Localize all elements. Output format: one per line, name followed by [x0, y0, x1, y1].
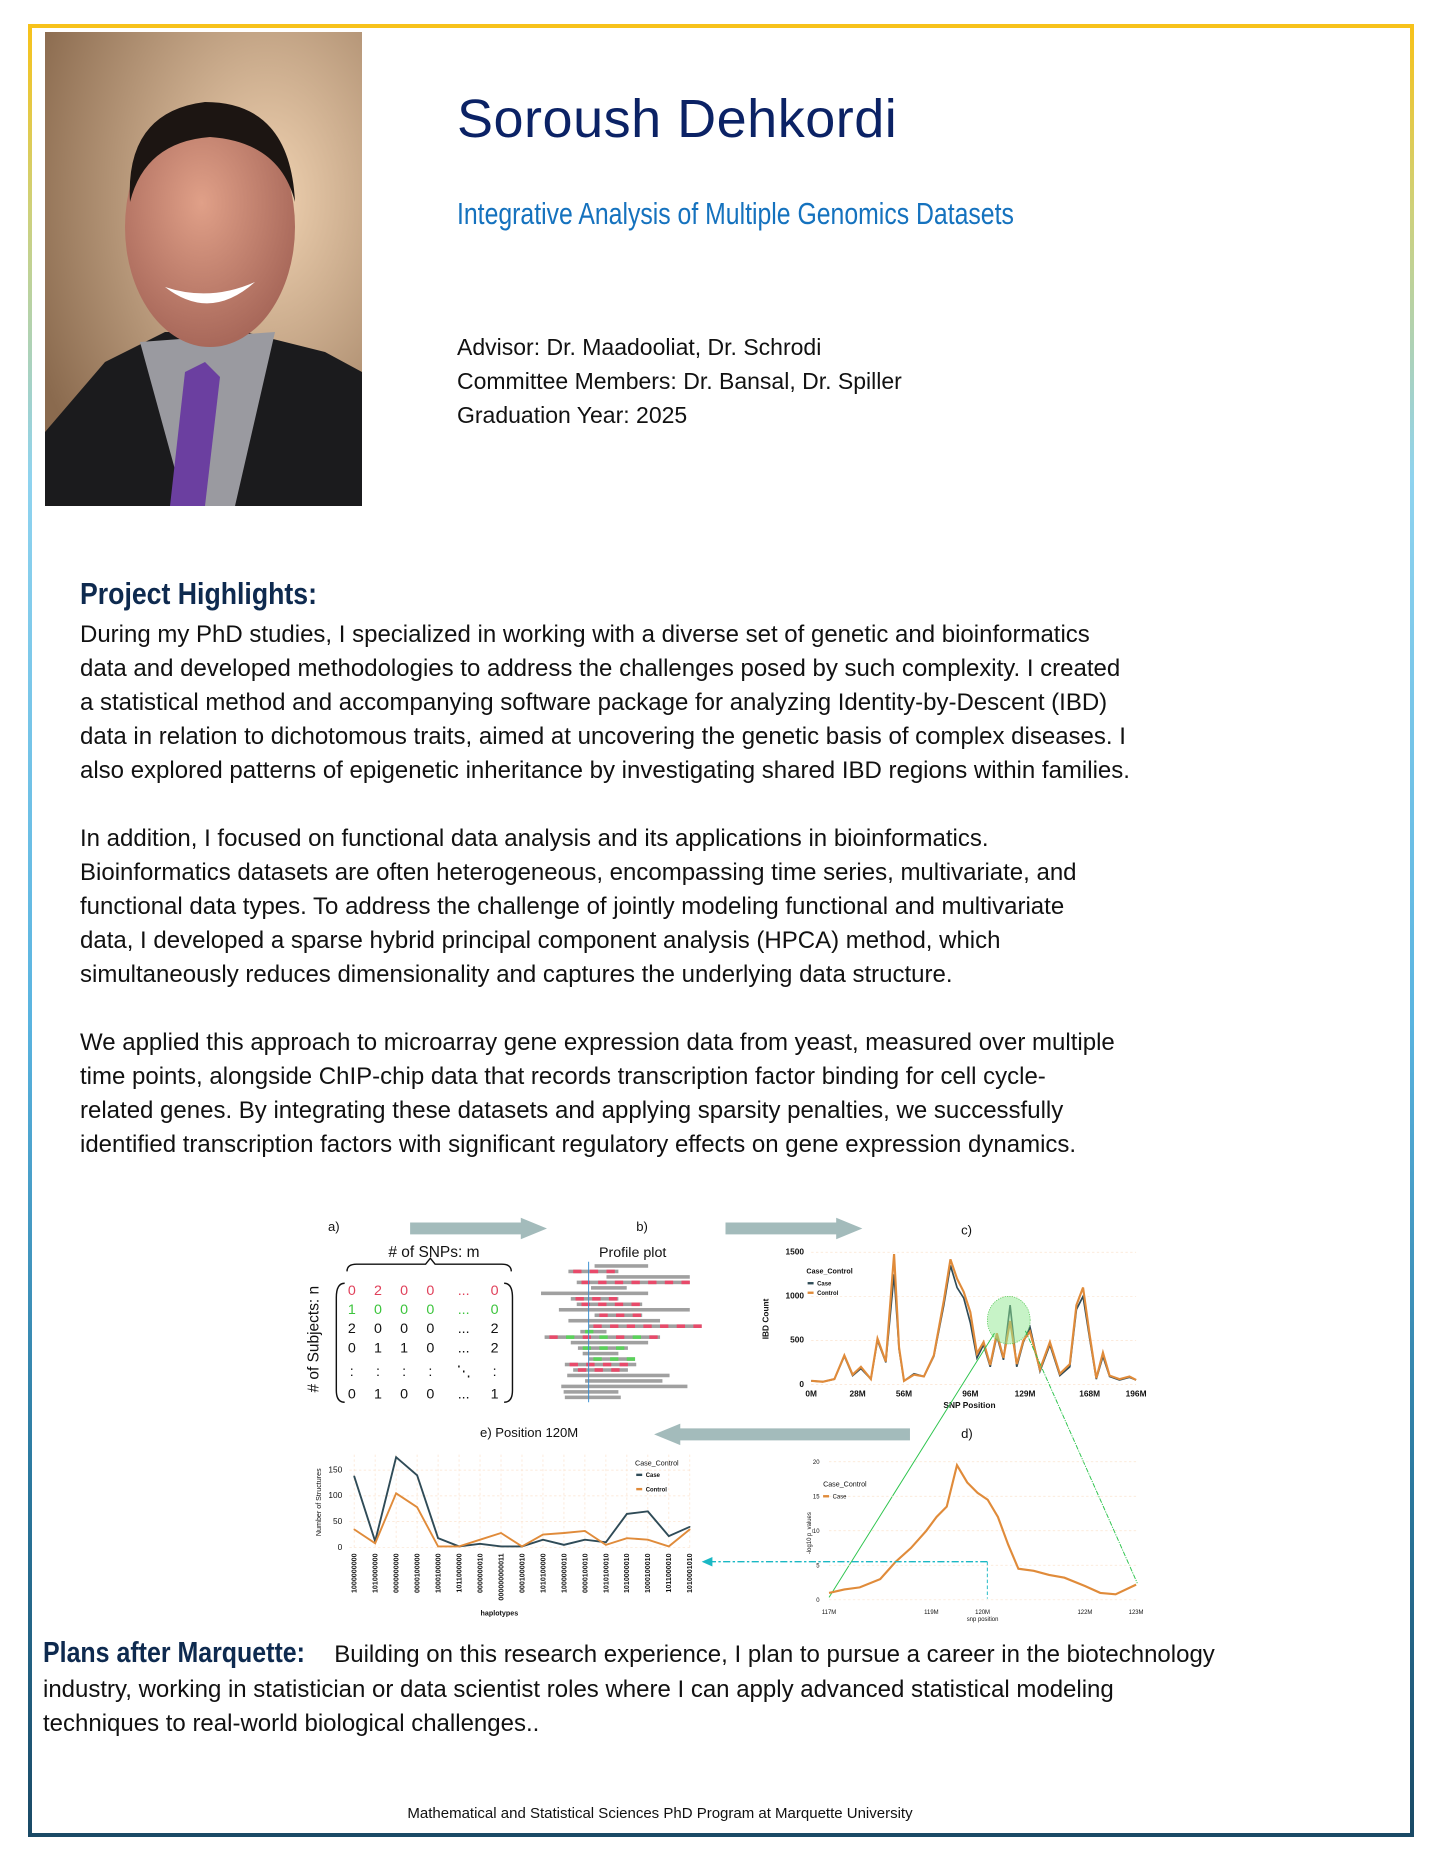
advisor-text: Advisor: Dr. Maadooliat, Dr. Schrodi: [457, 334, 822, 360]
matrix-cell: ...: [457, 1283, 470, 1300]
paragraph: [80, 1026, 1130, 1162]
profile-segment: [585, 1330, 593, 1334]
matrix-cell: 0: [400, 1386, 409, 1403]
matrix-cell: 2: [490, 1340, 499, 1357]
x-tick-label: 1000000010: [560, 1553, 569, 1594]
y-tick-label: 10: [812, 1529, 820, 1536]
x-tick-label: 1011000010: [665, 1553, 674, 1593]
portrait-photo: [45, 32, 362, 506]
plans-line: industry, working in statistician or data scientist roles where I can apply advanced statistical modeling: [43, 1675, 1114, 1703]
profile-segment: [627, 1324, 635, 1328]
profile-segment: [665, 1281, 673, 1285]
footer-text: Mathematical and Statistical Sciences PhD Program at Marquette University: [407, 1805, 913, 1822]
x-tick-label: 1010000010: [623, 1553, 632, 1594]
matrix-cell: 0: [426, 1386, 435, 1403]
profile-segment: [599, 1335, 607, 1339]
profile-bar: [568, 1319, 660, 1323]
profile-segment: [586, 1363, 594, 1367]
profile-segment: [593, 1324, 601, 1328]
y-tick-label: 0: [799, 1378, 805, 1389]
series-line-control: [354, 1493, 690, 1546]
matrix-cell: 0: [490, 1283, 499, 1300]
profile-segment: [599, 1313, 607, 1317]
profile-segment: [610, 1357, 618, 1361]
profile-segment: [583, 1335, 591, 1339]
data-point: [668, 1546, 669, 1547]
y-tick-label: 20: [812, 1460, 820, 1467]
legend-label: Case: [832, 1494, 847, 1501]
data-point: [374, 1543, 375, 1544]
data-point: [689, 1526, 690, 1527]
matrix-cell: 0: [400, 1283, 409, 1300]
profile-segment: [603, 1363, 611, 1367]
profile-segment: [633, 1335, 641, 1339]
data-point: [395, 1456, 396, 1457]
matrix-cell: 1: [400, 1340, 409, 1357]
data-point: [416, 1475, 417, 1476]
profile-bar: [585, 1379, 662, 1383]
data-point: [605, 1544, 606, 1545]
paragraph-line: simultaneously reduces dimensionality and captures the underlying data structure.: [80, 961, 953, 988]
paragraph-line: During my PhD studies, I specialized in working with a diverse set of genetic and bioinformatics: [80, 621, 1090, 648]
legend-swatch: [808, 1292, 814, 1294]
data-point: [479, 1543, 480, 1544]
x-tick-label: 1000100010: [644, 1553, 653, 1594]
profile-segment: [648, 1281, 656, 1285]
x-tick-label: 1010100010: [602, 1553, 611, 1594]
paragraph-line: identified transcription factors with significant regulatory effects on gene expression dynamics.: [80, 1131, 1077, 1158]
profile-segment: [620, 1363, 628, 1367]
matrix-cell: 0: [400, 1321, 409, 1338]
data-point: [353, 1476, 354, 1477]
y-tick-label: 1500: [785, 1246, 805, 1257]
profile-bar: [591, 1286, 627, 1290]
panel-label-d: d): [961, 1425, 973, 1441]
data-point: [521, 1546, 522, 1547]
data-point: [458, 1546, 459, 1547]
research-figure: [303, 1214, 1148, 1625]
legend-label: Case: [817, 1281, 832, 1288]
x-tick-label: 0001000010: [518, 1553, 527, 1594]
profile-segment: [566, 1335, 574, 1339]
profile-segment: [643, 1324, 651, 1328]
profile-bar: [559, 1308, 690, 1312]
data-point: [395, 1493, 396, 1494]
paragraph-line: We applied this approach to microarray gene expression data from yeast, measured over multiple: [80, 1029, 1115, 1056]
panel-label-c: c): [961, 1222, 973, 1238]
paragraph-line: data in relation to dichotomous traits, aimed at uncovering the genetic basis of complex diseases. I: [80, 723, 1126, 750]
matrix-cell: :: [492, 1364, 497, 1381]
paragraph-line: functional data types. To address the challenge of jointly modeling functional and multivariate: [80, 893, 1065, 920]
legend-swatch: [823, 1495, 829, 1497]
paragraph-line: Bioinformatics datasets are often heterogeneous, encompassing time series, multivariate, and: [80, 859, 1077, 886]
x-tick-label: 1010000000: [371, 1553, 380, 1594]
profile-bar: [565, 1396, 621, 1400]
paragraph: [80, 618, 1130, 788]
profile-segment: [573, 1270, 581, 1274]
profile-segment: [576, 1297, 584, 1301]
profile-segment: [616, 1346, 624, 1350]
matrix-cell: 0: [374, 1302, 382, 1319]
x-tick-label: 28M: [849, 1388, 866, 1399]
matrix-cell: ...: [457, 1302, 470, 1319]
x-axis-label: haplotypes: [480, 1609, 519, 1618]
profile-segment: [583, 1346, 591, 1350]
data-point: [626, 1537, 627, 1538]
x-tick-label: 0000100000: [413, 1553, 422, 1594]
x-tick-label: 196M: [1125, 1388, 1147, 1399]
matrix-cell: 0: [426, 1340, 435, 1357]
data-point: [563, 1532, 564, 1533]
brace: [347, 1258, 511, 1271]
matrix-row-label: # of Subjects: n: [305, 1285, 323, 1393]
panel-label-a: a): [327, 1218, 340, 1234]
highlight-region: [987, 1296, 1030, 1344]
data-point: [437, 1546, 438, 1547]
data-point: [584, 1530, 585, 1531]
matrix-cell: ...: [457, 1321, 470, 1338]
paragraph: [80, 822, 1130, 992]
student-meta: [457, 330, 902, 432]
profile-segment: [627, 1357, 635, 1361]
data-point: [542, 1539, 543, 1540]
data-point: [689, 1529, 690, 1530]
matrix-cell: :: [375, 1364, 380, 1381]
data-point: [542, 1534, 543, 1535]
paragraph-line: also explored patterns of epigenetic inheritance by investigating shared IBD regions within families.: [80, 757, 1130, 784]
matrix-bracket-right: [504, 1283, 512, 1402]
profile-segment: [681, 1281, 689, 1285]
matrix-cell: ...: [457, 1340, 470, 1357]
data-point: [605, 1542, 606, 1543]
profile-segment: [633, 1313, 641, 1317]
legend-label: Control: [817, 1291, 839, 1298]
x-tick-label: 168M: [1079, 1388, 1101, 1399]
project-title: Integrative Analysis of Multiple Genomics Datasets: [457, 196, 1014, 231]
x-tick-label: 123M: [1128, 1610, 1144, 1617]
paragraph-line: data and developed methodologies to address the challenges posed by such complexity. I created: [80, 655, 1121, 682]
matrix-cell: 0: [426, 1302, 435, 1319]
matrix-cell: 0: [426, 1321, 435, 1338]
x-tick-label: 56M: [895, 1388, 913, 1399]
x-tick-label: 0000000000: [392, 1553, 401, 1594]
matrix-cell: 2: [490, 1321, 499, 1338]
profile-segment: [570, 1363, 578, 1367]
y-axis-label: Number of Structures: [314, 1468, 323, 1537]
profile-segment: [592, 1297, 600, 1301]
flow-arrow: [654, 1424, 910, 1445]
data-point: [647, 1539, 648, 1540]
student-name: Soroush Dehkordi: [457, 89, 898, 149]
flow-arrow: [410, 1218, 547, 1239]
highlights-heading: Project Highlights:: [80, 576, 317, 611]
matrix-cell: 1: [347, 1302, 356, 1319]
matrix-cell: :: [428, 1364, 433, 1381]
plans-line: techniques to real-world biological challenges..: [43, 1710, 540, 1737]
flow-arrow: [726, 1218, 863, 1239]
profile-bar: [561, 1385, 687, 1389]
profile-segment: [549, 1335, 557, 1339]
profile-segment: [649, 1335, 657, 1339]
profile-segment: [631, 1281, 639, 1285]
matrix-cell: 0: [347, 1283, 356, 1300]
x-tick-label: 1000000000: [350, 1553, 359, 1594]
profile-segment: [611, 1368, 619, 1372]
data-point: [668, 1535, 669, 1536]
profile-plot-title: Profile plot: [598, 1245, 667, 1262]
y-axis-label: -log10 p_values: [807, 1512, 814, 1555]
x-tick-label: 96M: [962, 1388, 979, 1399]
data-point: [500, 1546, 501, 1547]
profile-segment: [578, 1368, 586, 1372]
profile-segment: [677, 1324, 685, 1328]
matrix-column-label: # of SNPs: m: [388, 1244, 480, 1262]
profile-bar: [595, 1264, 649, 1268]
profile-segment: [606, 1270, 614, 1274]
plans-section: [43, 1636, 1215, 1742]
matrix-cell: 0: [490, 1302, 499, 1319]
profile-bar: [567, 1374, 669, 1378]
profile-segment: [615, 1281, 623, 1285]
matrix-cell: ⋱: [456, 1364, 471, 1381]
matrix-cell: :: [402, 1364, 407, 1381]
matrix-cell: 1: [490, 1386, 499, 1403]
matrix-cell: 0: [400, 1302, 409, 1319]
pointer-arrow-head: [702, 1557, 713, 1567]
legend-title: Case_Control: [823, 1480, 867, 1489]
x-tick-label: 1010001010: [686, 1553, 695, 1594]
profile-bar: [580, 1330, 606, 1334]
profile-segment: [693, 1324, 701, 1328]
matrix-cell: 2: [374, 1283, 382, 1300]
paragraph-line: a statistical method and accompanying software package for analyzing Identity-by-Descent (IBD): [80, 689, 1108, 716]
profile-segment: [598, 1303, 606, 1307]
y-tick-label: 100: [328, 1490, 343, 1501]
panel-label-b: b): [636, 1218, 648, 1234]
x-axis-label: snp position: [966, 1617, 999, 1624]
y-tick-label: 5: [816, 1563, 820, 1570]
y-tick-label: 500: [790, 1334, 805, 1345]
x-tick-label: 122M: [1077, 1610, 1093, 1617]
y-tick-label: 15: [812, 1494, 820, 1501]
profile-segment: [615, 1303, 623, 1307]
y-tick-label: 0: [337, 1541, 343, 1552]
panel-title-e: e) Position 120M: [480, 1424, 579, 1440]
x-tick-label: 1010100000: [539, 1553, 548, 1594]
profile-bar: [541, 1292, 648, 1296]
x-tick-label: 1011000000: [455, 1553, 464, 1593]
legend-label: Control: [645, 1487, 667, 1494]
plans-line: Building on this research experience, I plan to pursue a career in the biotechnology: [327, 1641, 1215, 1668]
x-tick-label: 119M: [924, 1610, 939, 1617]
plans-heading: Plans after Marquette:: [43, 1637, 305, 1669]
legend-label: Case: [645, 1473, 660, 1480]
matrix-cell: 1: [374, 1340, 382, 1357]
matrix-bracket-left: [336, 1283, 344, 1402]
legend-swatch: [808, 1282, 814, 1284]
data-point: [437, 1537, 438, 1538]
paragraph-line: data, I developed a sparse hybrid principal component analysis (HPCA) method, which: [80, 927, 1001, 954]
profile-segment: [616, 1313, 624, 1317]
zoom-guide-line: [1025, 1331, 1137, 1583]
matrix-cell: :: [349, 1364, 354, 1381]
legend-title: Case_Control: [806, 1267, 853, 1276]
legend-swatch: [636, 1488, 642, 1490]
profile-segment: [598, 1281, 606, 1285]
profile-bar: [564, 1390, 619, 1394]
data-point: [500, 1532, 501, 1533]
profile-bar: [571, 1341, 648, 1345]
x-tick-label: 120M: [975, 1610, 991, 1617]
matrix-cell: 0: [347, 1340, 356, 1357]
y-axis-label: IBD Count: [760, 1298, 771, 1340]
y-tick-label: 0: [816, 1598, 820, 1605]
data-point: [563, 1544, 564, 1545]
profile-bar: [583, 1352, 619, 1356]
paragraph-line: related genes. By integrating these datasets and applying sparsity penalties, we successfully: [80, 1097, 1064, 1124]
graduation-text: Graduation Year: 2025: [457, 402, 688, 428]
profile-segment: [631, 1303, 639, 1307]
profile-segment: [609, 1297, 617, 1301]
series-line-case: [829, 1465, 1136, 1594]
data-point: [626, 1513, 627, 1514]
matrix-cell: 0: [374, 1321, 382, 1338]
profile-segment: [590, 1270, 598, 1274]
series-line-control: [811, 1254, 1136, 1382]
y-tick-label: 150: [328, 1464, 343, 1475]
x-tick-label: 1000100000: [434, 1553, 443, 1594]
profile-segment: [610, 1324, 618, 1328]
profile-segment: [595, 1368, 603, 1372]
profile-segment: [593, 1357, 601, 1361]
profile-bar: [606, 1275, 689, 1279]
data-point: [416, 1506, 417, 1507]
matrix-cell: 0: [426, 1283, 435, 1300]
y-tick-label: 1000: [785, 1290, 805, 1301]
x-tick-label: 0M: [805, 1388, 817, 1399]
data-point: [647, 1511, 648, 1512]
profile-segment: [616, 1335, 624, 1339]
x-tick-label: 129M: [1014, 1388, 1036, 1399]
data-point: [353, 1529, 354, 1530]
x-axis-label: SNP Position: [943, 1400, 996, 1411]
x-tick-label: 0000100010: [581, 1553, 590, 1594]
x-tick-label: 0000000010: [476, 1553, 485, 1594]
x-tick-label: 000000000011: [497, 1553, 506, 1601]
legend-title: Case_Control: [635, 1459, 679, 1468]
matrix-cell: ...: [457, 1386, 470, 1403]
highlights-body: [80, 618, 1130, 1196]
paragraph-line: In addition, I focused on functional data analysis and its applications in bioinformatics.: [80, 825, 989, 852]
profile-segment: [660, 1324, 668, 1328]
matrix-cell: 0: [347, 1386, 356, 1403]
profile-segment: [599, 1346, 607, 1350]
paragraph-line: time points, alongside ChIP-chip data that records transcription factor binding for cell cycle-: [80, 1063, 1046, 1090]
data-point: [584, 1539, 585, 1540]
matrix-cell: 1: [374, 1386, 382, 1403]
matrix-cell: 2: [347, 1321, 356, 1338]
x-tick-label: 117M: [821, 1610, 837, 1617]
data-point: [479, 1539, 480, 1540]
committee-text: Committee Members: Dr. Bansal, Dr. Spiller: [457, 368, 902, 394]
legend-swatch: [636, 1474, 642, 1476]
y-tick-label: 50: [333, 1516, 343, 1527]
